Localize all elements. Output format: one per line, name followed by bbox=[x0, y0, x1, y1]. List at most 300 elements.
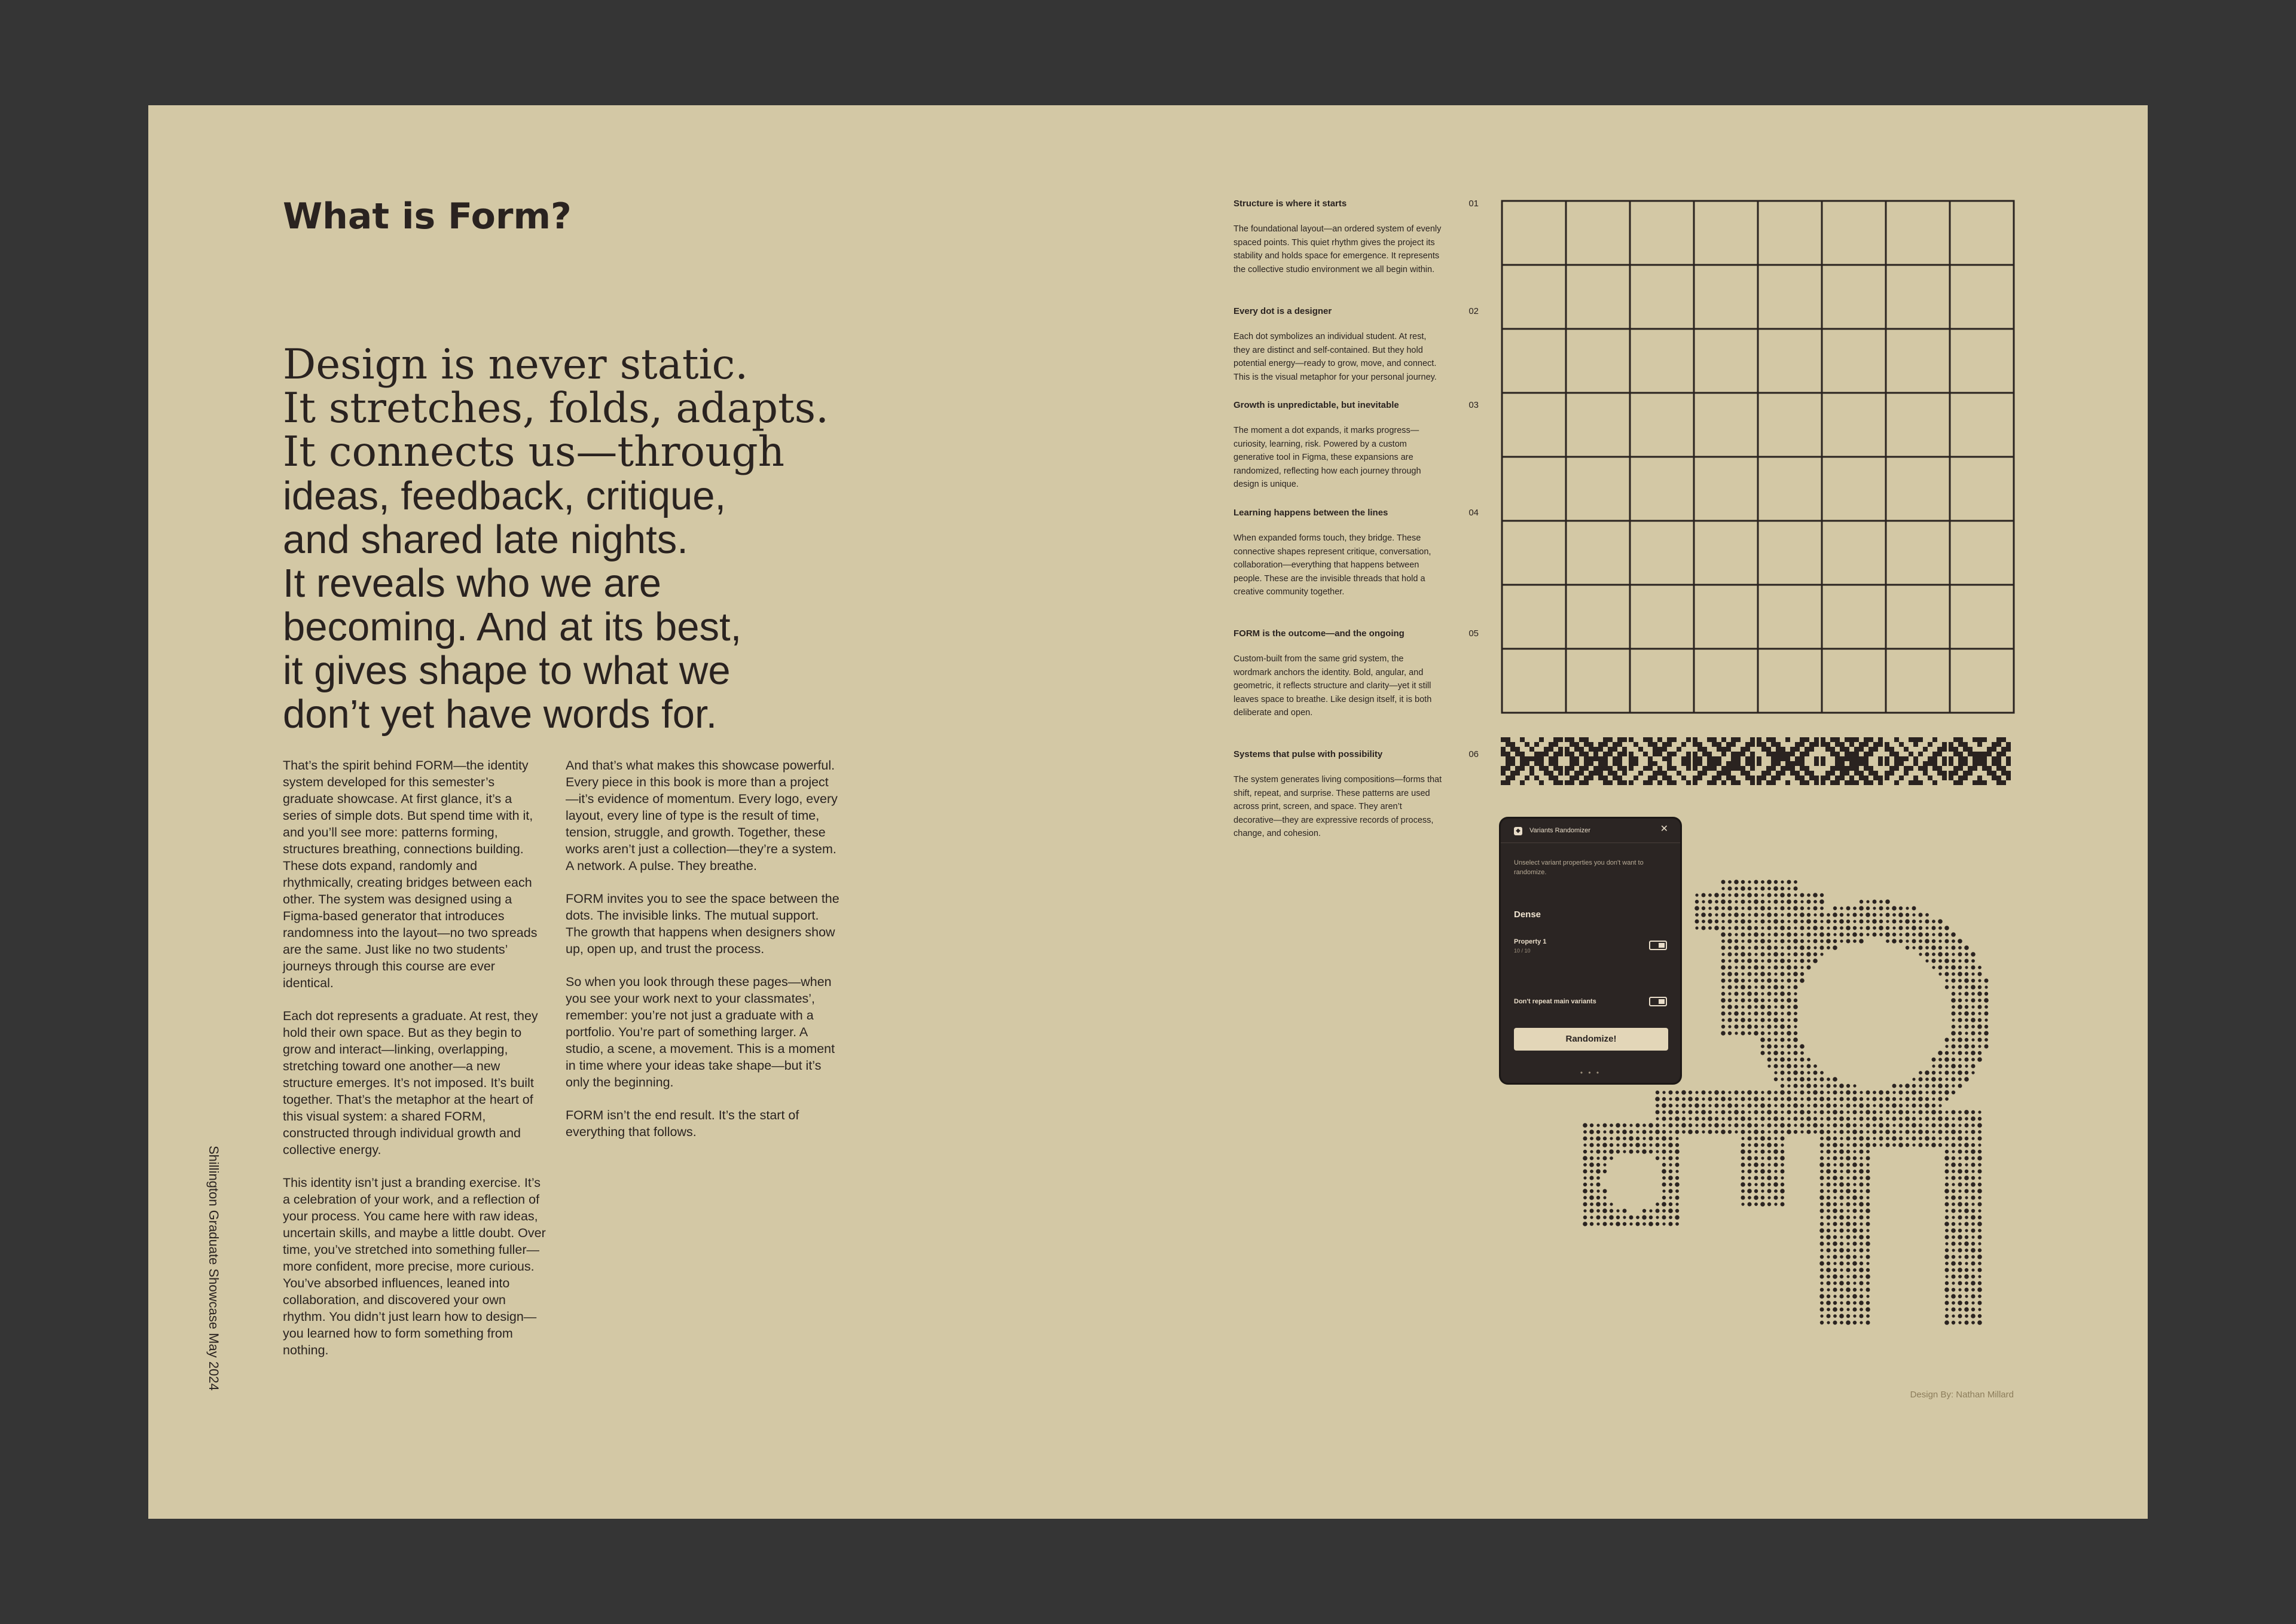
wordmark-dot bbox=[1853, 1301, 1857, 1305]
wordmark-dot bbox=[1820, 1222, 1824, 1226]
pattern-pixel bbox=[1913, 761, 1918, 766]
wordmark-dot bbox=[1978, 1110, 1981, 1113]
principle-item bbox=[1234, 749, 1479, 841]
wordmark-dot bbox=[1781, 900, 1784, 903]
pattern-pixel bbox=[1771, 766, 1776, 771]
wordmark-dot bbox=[1873, 913, 1876, 917]
wordmark-dot bbox=[1813, 926, 1818, 930]
wordmark-dot bbox=[1951, 1228, 1956, 1233]
wordmark-dot bbox=[1787, 1097, 1791, 1101]
wordmark-dot bbox=[1952, 1321, 1955, 1324]
pattern-pixel bbox=[1781, 752, 1785, 756]
wordmark-dot bbox=[1635, 1143, 1640, 1147]
wordmark-dot bbox=[1945, 1268, 1949, 1272]
pattern-pixel bbox=[1800, 766, 1805, 771]
pattern-pixel bbox=[1553, 756, 1558, 761]
wordmark-dot bbox=[1840, 1110, 1843, 1114]
wordmark-dot bbox=[1840, 1262, 1844, 1266]
wordmark-dot bbox=[1827, 1308, 1830, 1311]
pattern-pixel bbox=[1885, 756, 1889, 761]
pattern-pixel bbox=[1574, 771, 1579, 776]
wordmark-dot bbox=[1748, 972, 1752, 976]
wordmark-dot bbox=[1971, 1005, 1974, 1008]
wordmark-dot bbox=[1958, 1037, 1962, 1042]
wordmark-dot bbox=[1905, 1083, 1910, 1088]
wordmark-dot bbox=[1590, 1202, 1593, 1206]
pattern-pixel bbox=[1992, 747, 1996, 752]
pattern-pixel bbox=[1634, 756, 1638, 761]
wordmark-dot bbox=[1952, 1281, 1955, 1284]
wordmark-dot bbox=[1721, 1117, 1724, 1120]
pattern-pixel bbox=[1953, 780, 1958, 785]
pattern-pixel bbox=[1864, 780, 1868, 785]
wordmark-dot bbox=[1866, 1229, 1869, 1232]
wordmark-dot bbox=[1727, 1103, 1732, 1108]
wordmark-dot bbox=[1833, 933, 1836, 936]
pattern-pixel bbox=[1558, 752, 1563, 756]
wordmark-dot bbox=[1721, 893, 1725, 897]
pattern-pixel bbox=[1958, 742, 1963, 747]
wordmark-dot bbox=[1859, 1169, 1864, 1174]
wordmark-dot bbox=[1958, 1308, 1962, 1311]
wordmark-dot bbox=[1827, 1130, 1830, 1134]
pattern-pixel bbox=[1766, 766, 1771, 771]
pattern-pixel bbox=[1923, 761, 1928, 766]
wordmark-dot bbox=[1781, 1196, 1784, 1199]
wordmark-dot bbox=[1846, 1268, 1851, 1272]
wordmark-dot bbox=[1735, 887, 1738, 890]
pattern-pixel bbox=[1672, 737, 1677, 742]
wordmark-dot bbox=[1952, 959, 1955, 963]
wordmark-dot bbox=[1721, 965, 1726, 970]
wordmark-dot bbox=[1688, 1097, 1693, 1101]
pattern-pixel bbox=[1795, 761, 1800, 766]
wordmark-dot bbox=[1944, 1320, 1949, 1325]
wordmark-dot bbox=[1971, 1196, 1976, 1200]
wordmark-dot bbox=[1603, 1189, 1607, 1193]
wordmark-dot bbox=[1819, 1294, 1824, 1299]
wordmark-dot bbox=[1760, 939, 1765, 944]
pattern-pixel bbox=[1996, 742, 2001, 747]
pattern-pixel bbox=[1821, 780, 1825, 785]
wordmark-dot bbox=[1840, 1268, 1843, 1271]
wordmark-dot bbox=[1873, 1091, 1876, 1094]
wordmark-dot bbox=[1754, 1183, 1757, 1186]
wordmark-dot bbox=[1748, 1005, 1752, 1009]
pattern-pixel bbox=[1731, 761, 1736, 766]
pattern-pixel bbox=[1771, 742, 1776, 747]
pattern-pixel bbox=[1937, 766, 1942, 771]
wordmark-dot bbox=[1892, 933, 1896, 936]
wordmark-dot bbox=[1741, 880, 1745, 884]
wordmark-dot bbox=[1794, 1117, 1798, 1121]
pattern-pixel bbox=[1996, 737, 2001, 742]
pattern-pixel bbox=[1889, 766, 1894, 771]
wordmark-dot bbox=[1978, 999, 1981, 1002]
wordmark-dot bbox=[1860, 1196, 1863, 1199]
wordmark-dot bbox=[1958, 1321, 1961, 1324]
pattern-pixel bbox=[1849, 776, 1854, 780]
wordmark-dot bbox=[1748, 1183, 1751, 1186]
wordmark-dot bbox=[1846, 1314, 1850, 1318]
pattern-pixel bbox=[1707, 737, 1712, 742]
wordmark-dot bbox=[1767, 933, 1770, 936]
wordmark-dot bbox=[1846, 1202, 1851, 1207]
wordmark-dot bbox=[1958, 1124, 1961, 1127]
wordmark-dot bbox=[1925, 1143, 1929, 1147]
wordmark-dot bbox=[1826, 1268, 1831, 1272]
wordmark-dot bbox=[1827, 1143, 1830, 1147]
wordmark-dot bbox=[1866, 1176, 1870, 1180]
wordmark-dot bbox=[1807, 906, 1810, 909]
wordmark-dot bbox=[1984, 1025, 1988, 1028]
wordmark-dot bbox=[1951, 1294, 1956, 1299]
wordmark-dot bbox=[1728, 946, 1732, 950]
randomize-button[interactable]: Randomize! bbox=[1514, 1028, 1668, 1051]
wordmark-dot bbox=[1892, 906, 1897, 911]
wordmark-dot bbox=[1649, 1143, 1652, 1146]
wordmark-dot bbox=[1609, 1215, 1614, 1220]
pattern-pixel bbox=[1849, 780, 1854, 785]
wordmark-dot bbox=[1853, 913, 1857, 917]
pattern-pixel bbox=[1629, 737, 1634, 742]
wordmark-dot bbox=[1977, 1123, 1982, 1128]
wordmark-dot bbox=[1971, 1308, 1975, 1311]
wordmark-dot bbox=[1919, 1137, 1922, 1140]
pattern-pixel bbox=[1702, 766, 1707, 771]
wordmark-dot bbox=[1761, 900, 1764, 903]
pattern-pixel bbox=[1854, 747, 1859, 752]
principle-body: Custom-built from the same grid system, the wordmark anchors the identity. Bold, angular, and geometric, it reflects structure and clarity—yet it still leaves space to breathe. Like design itself, it is both deliberate and open. bbox=[1234, 654, 1432, 718]
wordmark-dot bbox=[1938, 1124, 1942, 1127]
pattern-pixel bbox=[1963, 776, 1968, 780]
wordmark-dot bbox=[1807, 893, 1810, 897]
wordmark-dot bbox=[1833, 1262, 1836, 1265]
wordmark-dot bbox=[1767, 1137, 1771, 1140]
wordmark-dot bbox=[1958, 1064, 1962, 1068]
wordmark-dot bbox=[1932, 1130, 1935, 1133]
wordmark-dot bbox=[1787, 932, 1791, 937]
wordmark-dot bbox=[1675, 1222, 1679, 1226]
pattern-pixel bbox=[1736, 752, 1741, 756]
wordmark-dot bbox=[1761, 926, 1764, 929]
wordmark-dot bbox=[1846, 1287, 1851, 1292]
body-column-1 bbox=[283, 757, 546, 1375]
wordmark-dot bbox=[1826, 939, 1831, 944]
wordmark-dot bbox=[1794, 953, 1798, 957]
body-paragraph: FORM invites you to see the space between the dots. The invisible links. The mutual support. The growth that happens when designers show up, open up, and trust the process. bbox=[566, 892, 839, 956]
wordmark-dot bbox=[1819, 1162, 1824, 1167]
wordmark-dot bbox=[1965, 1301, 1968, 1305]
wordmark-dot bbox=[1694, 906, 1699, 911]
pattern-pixel bbox=[1717, 742, 1721, 747]
wordmark-dot bbox=[1978, 1150, 1981, 1153]
wordmark-dot bbox=[1648, 1222, 1653, 1226]
pattern-pixel bbox=[1913, 737, 1918, 742]
wordmark-dot bbox=[1885, 932, 1890, 937]
wordmark-dot bbox=[1899, 1124, 1903, 1128]
wordmark-dot bbox=[1721, 1031, 1726, 1036]
wordmark-dot bbox=[1827, 1229, 1830, 1232]
wordmark-dot bbox=[1741, 1091, 1745, 1094]
wordmark-dot bbox=[1846, 1301, 1851, 1305]
wordmark-dot bbox=[1741, 1031, 1745, 1036]
wordmark-dot bbox=[1965, 972, 1968, 976]
pattern-pixel bbox=[1558, 780, 1563, 785]
wordmark-dot bbox=[1820, 1308, 1824, 1312]
wordmark-dot bbox=[1952, 1005, 1955, 1009]
dont-repeat-toggle[interactable] bbox=[1649, 997, 1667, 1006]
wordmark-dot bbox=[1629, 1222, 1632, 1225]
wordmark-dot bbox=[1866, 1150, 1870, 1153]
pattern-pixel bbox=[1579, 737, 1584, 742]
wordmark-dot bbox=[1839, 1182, 1844, 1187]
wordmark-dot bbox=[1767, 1196, 1770, 1199]
wordmark-dot bbox=[1919, 1077, 1923, 1082]
wordmark-dot bbox=[1833, 1084, 1837, 1088]
wordmark-dot bbox=[1780, 1090, 1785, 1095]
wordmark-dot bbox=[1708, 1091, 1712, 1094]
wordmark-dot bbox=[1833, 1124, 1837, 1128]
wordmark-dot bbox=[1952, 1209, 1956, 1213]
wordmark-dot bbox=[1669, 1130, 1672, 1133]
wordmark-dot bbox=[1702, 1130, 1705, 1133]
wordmark-dot bbox=[1754, 1150, 1757, 1153]
wordmark-dot bbox=[1952, 1308, 1956, 1312]
plugin-logo-icon: ◆ bbox=[1514, 827, 1522, 835]
pattern-pixel bbox=[1667, 776, 1672, 780]
wordmark-dot bbox=[1840, 906, 1843, 909]
wordmark-dot bbox=[1873, 933, 1877, 937]
pattern-pixel bbox=[1992, 776, 1996, 780]
pattern-pixel bbox=[1520, 752, 1525, 756]
pattern-pixel bbox=[1859, 761, 1864, 766]
wordmark-dot bbox=[1735, 1097, 1738, 1100]
wordmark-dot bbox=[1978, 1242, 1981, 1245]
pattern-pixel bbox=[1894, 737, 1899, 742]
wordmark-dot bbox=[1727, 972, 1732, 976]
wordmark-dot bbox=[1833, 1314, 1837, 1318]
wordmark-dot bbox=[1952, 1235, 1955, 1239]
wordmark-dot bbox=[1662, 1176, 1666, 1180]
wordmark-dot bbox=[1741, 979, 1745, 982]
wordmark-dot bbox=[1932, 1117, 1935, 1121]
pattern-pixel bbox=[1873, 742, 1878, 747]
wordmark-dot bbox=[1860, 1183, 1864, 1187]
wordmark-dot bbox=[1741, 913, 1745, 917]
wordmark-dot bbox=[1610, 1124, 1613, 1127]
wordmark-dot bbox=[1656, 1222, 1659, 1226]
wordmark-dot bbox=[1767, 966, 1770, 969]
wordmark-dot bbox=[1931, 945, 1936, 950]
pattern-pixel bbox=[1996, 766, 2001, 771]
wordmark-dot bbox=[1965, 992, 1969, 996]
pattern-pixel bbox=[1928, 742, 1932, 747]
wordmark-dot bbox=[1912, 1097, 1916, 1101]
lead-line: becoming. And at its best, bbox=[283, 605, 742, 649]
wordmark-dot bbox=[1860, 1110, 1863, 1114]
wordmark-dot bbox=[1919, 1091, 1922, 1094]
wordmark-dot bbox=[1675, 1209, 1679, 1213]
wordmark-dot bbox=[1866, 1301, 1870, 1305]
pattern-pixel bbox=[1549, 771, 1553, 776]
wordmark-dot bbox=[1938, 939, 1941, 942]
wordmark-dot bbox=[1794, 1058, 1797, 1061]
wordmark-dot bbox=[1616, 1222, 1620, 1226]
wordmark-dot bbox=[1906, 1091, 1909, 1094]
wordmark-dot bbox=[1662, 1202, 1666, 1207]
wordmark-dot bbox=[1925, 1097, 1929, 1101]
wordmark-dot bbox=[1603, 1137, 1607, 1140]
wordmark-dot bbox=[1833, 1183, 1837, 1186]
wordmark-dot bbox=[1754, 1091, 1758, 1094]
pattern-pixel bbox=[1677, 771, 1681, 776]
pattern-pixel bbox=[1859, 776, 1864, 780]
wordmark-dot bbox=[1728, 1110, 1732, 1114]
pattern-pixel bbox=[1795, 756, 1800, 761]
pattern-pixel bbox=[1726, 771, 1731, 776]
wordmark-dot bbox=[1952, 1045, 1956, 1049]
wordmark-dot bbox=[1688, 1130, 1693, 1134]
pattern-pixel bbox=[1968, 766, 1973, 771]
wordmark-dot bbox=[1793, 939, 1798, 944]
wordmark-dot bbox=[1813, 953, 1817, 956]
wordmark-dot bbox=[1616, 1130, 1620, 1134]
wordmark-dot bbox=[1945, 1202, 1949, 1207]
wordmark-dot bbox=[1715, 913, 1718, 916]
wordmark-dot bbox=[1866, 1208, 1870, 1213]
wordmark-dot bbox=[1951, 1195, 1956, 1200]
more-icon[interactable]: • • • bbox=[1580, 1069, 1601, 1077]
wordmark-dot bbox=[1800, 1104, 1804, 1107]
pattern-pixel bbox=[1712, 766, 1717, 771]
wordmark-dot bbox=[1741, 1025, 1745, 1028]
wordmark-dot bbox=[1846, 926, 1851, 930]
pattern-pixel bbox=[1613, 776, 1617, 780]
wordmark-dot bbox=[1827, 1262, 1830, 1265]
wordmark-dot bbox=[1952, 1124, 1955, 1127]
pattern-pixel bbox=[1707, 766, 1712, 771]
wordmark-dot bbox=[1741, 1137, 1744, 1140]
wordmark-dot bbox=[1656, 1104, 1659, 1107]
wordmark-dot bbox=[1649, 1137, 1653, 1141]
wordmark-dot bbox=[1748, 1104, 1752, 1108]
wordmark-dot bbox=[1938, 1051, 1943, 1055]
wordmark-dot bbox=[1944, 1057, 1949, 1062]
wordmark-dot bbox=[1728, 887, 1732, 891]
pattern-pixel bbox=[1932, 766, 1937, 771]
pattern-pixel bbox=[1515, 747, 1520, 752]
wordmark-dot bbox=[1840, 1170, 1843, 1173]
pattern-pixel bbox=[1868, 737, 1873, 742]
wordmark-dot bbox=[1932, 939, 1935, 943]
wordmark-dot bbox=[1951, 1064, 1956, 1069]
pattern-pixel bbox=[1889, 771, 1894, 776]
wordmark-dot bbox=[1860, 913, 1863, 917]
wordmark-dot bbox=[1820, 1255, 1824, 1259]
wordmark-dot bbox=[1767, 926, 1772, 930]
wordmark-dot bbox=[1827, 1189, 1830, 1192]
pattern-pixel bbox=[1868, 752, 1873, 756]
wordmark-dot bbox=[1958, 946, 1962, 950]
wordmark-dot bbox=[1590, 1183, 1593, 1186]
wordmark-dot bbox=[1912, 946, 1915, 949]
wordmark-dot bbox=[1741, 906, 1744, 909]
wordmark-dot bbox=[1964, 978, 1969, 983]
pattern-pixel bbox=[1840, 766, 1845, 771]
pattern-pixel bbox=[1539, 761, 1544, 766]
wordmark-dot bbox=[1695, 1124, 1698, 1127]
wordmark-dot bbox=[1925, 1117, 1929, 1121]
wordmark-dot bbox=[1978, 1196, 1981, 1199]
pattern-pixel bbox=[1539, 737, 1544, 742]
wordmark-dot bbox=[1741, 946, 1745, 950]
wordmark-dot bbox=[1945, 1143, 1948, 1146]
wordmark-dot bbox=[1781, 1064, 1784, 1068]
wordmark-dot bbox=[1702, 900, 1705, 903]
wordmark-dot bbox=[1813, 933, 1817, 936]
body-paragraph: FORM isn’t the end result. It’s the start of everything that follows. bbox=[566, 1108, 799, 1139]
wordmark-dot bbox=[1774, 1038, 1777, 1041]
wordmark-dot bbox=[1807, 1104, 1810, 1107]
wordmark-dot bbox=[1682, 1097, 1686, 1101]
close-icon[interactable]: ✕ bbox=[1660, 824, 1668, 834]
wordmark-dot bbox=[1741, 972, 1744, 975]
wordmark-dot bbox=[1773, 1149, 1778, 1154]
wordmark-dot bbox=[1689, 1117, 1692, 1120]
wordmark-dot bbox=[1748, 1097, 1751, 1101]
wordmark-dot bbox=[1840, 1097, 1844, 1101]
wordmark-dot bbox=[1813, 1097, 1817, 1101]
plugin-title: Variants Randomizer bbox=[1529, 827, 1590, 834]
wordmark-dot bbox=[1748, 1196, 1751, 1199]
pixel-pattern-graphic bbox=[1501, 737, 2015, 785]
wordmark-dot bbox=[1846, 1176, 1849, 1179]
wordmark-dot bbox=[1760, 906, 1765, 911]
wordmark-dot bbox=[1925, 933, 1929, 936]
wordmark-dot bbox=[1774, 1130, 1778, 1134]
pattern-pixel bbox=[1603, 752, 1608, 756]
wordmark-dot bbox=[1819, 1228, 1824, 1233]
wordmark-dot bbox=[1978, 1209, 1981, 1212]
wordmark-dot bbox=[1813, 1064, 1817, 1068]
wordmark-dot bbox=[1879, 933, 1883, 936]
wordmark-dot bbox=[1728, 900, 1732, 903]
wordmark-dot bbox=[1938, 959, 1942, 963]
wordmark-dot bbox=[1741, 1156, 1745, 1160]
wordmark-dot bbox=[1827, 933, 1830, 936]
wordmark-dot bbox=[1603, 1170, 1607, 1173]
wordmark-dot bbox=[1787, 1071, 1791, 1074]
wordmark-dot bbox=[1978, 1268, 1982, 1272]
wordmark-dot bbox=[1800, 1117, 1804, 1121]
pattern-pixel bbox=[1629, 761, 1634, 766]
wordmark-dot bbox=[1681, 1123, 1686, 1128]
wordmark-dot bbox=[1695, 1097, 1699, 1101]
pattern-pixel bbox=[1949, 771, 1953, 776]
property-toggle[interactable] bbox=[1649, 941, 1667, 950]
wordmark-dot bbox=[1952, 1301, 1955, 1305]
wordmark-dot bbox=[1827, 1242, 1830, 1246]
wordmark-dot bbox=[1721, 1018, 1724, 1021]
wordmark-dot bbox=[1754, 887, 1757, 890]
wordmark-dot bbox=[1938, 972, 1941, 975]
wordmark-dot bbox=[1971, 952, 1976, 957]
wordmark-dot bbox=[1590, 1222, 1593, 1226]
wordmark-dot bbox=[1919, 913, 1923, 917]
wordmark-dot bbox=[1583, 1183, 1587, 1186]
pattern-pixel bbox=[1840, 747, 1845, 752]
